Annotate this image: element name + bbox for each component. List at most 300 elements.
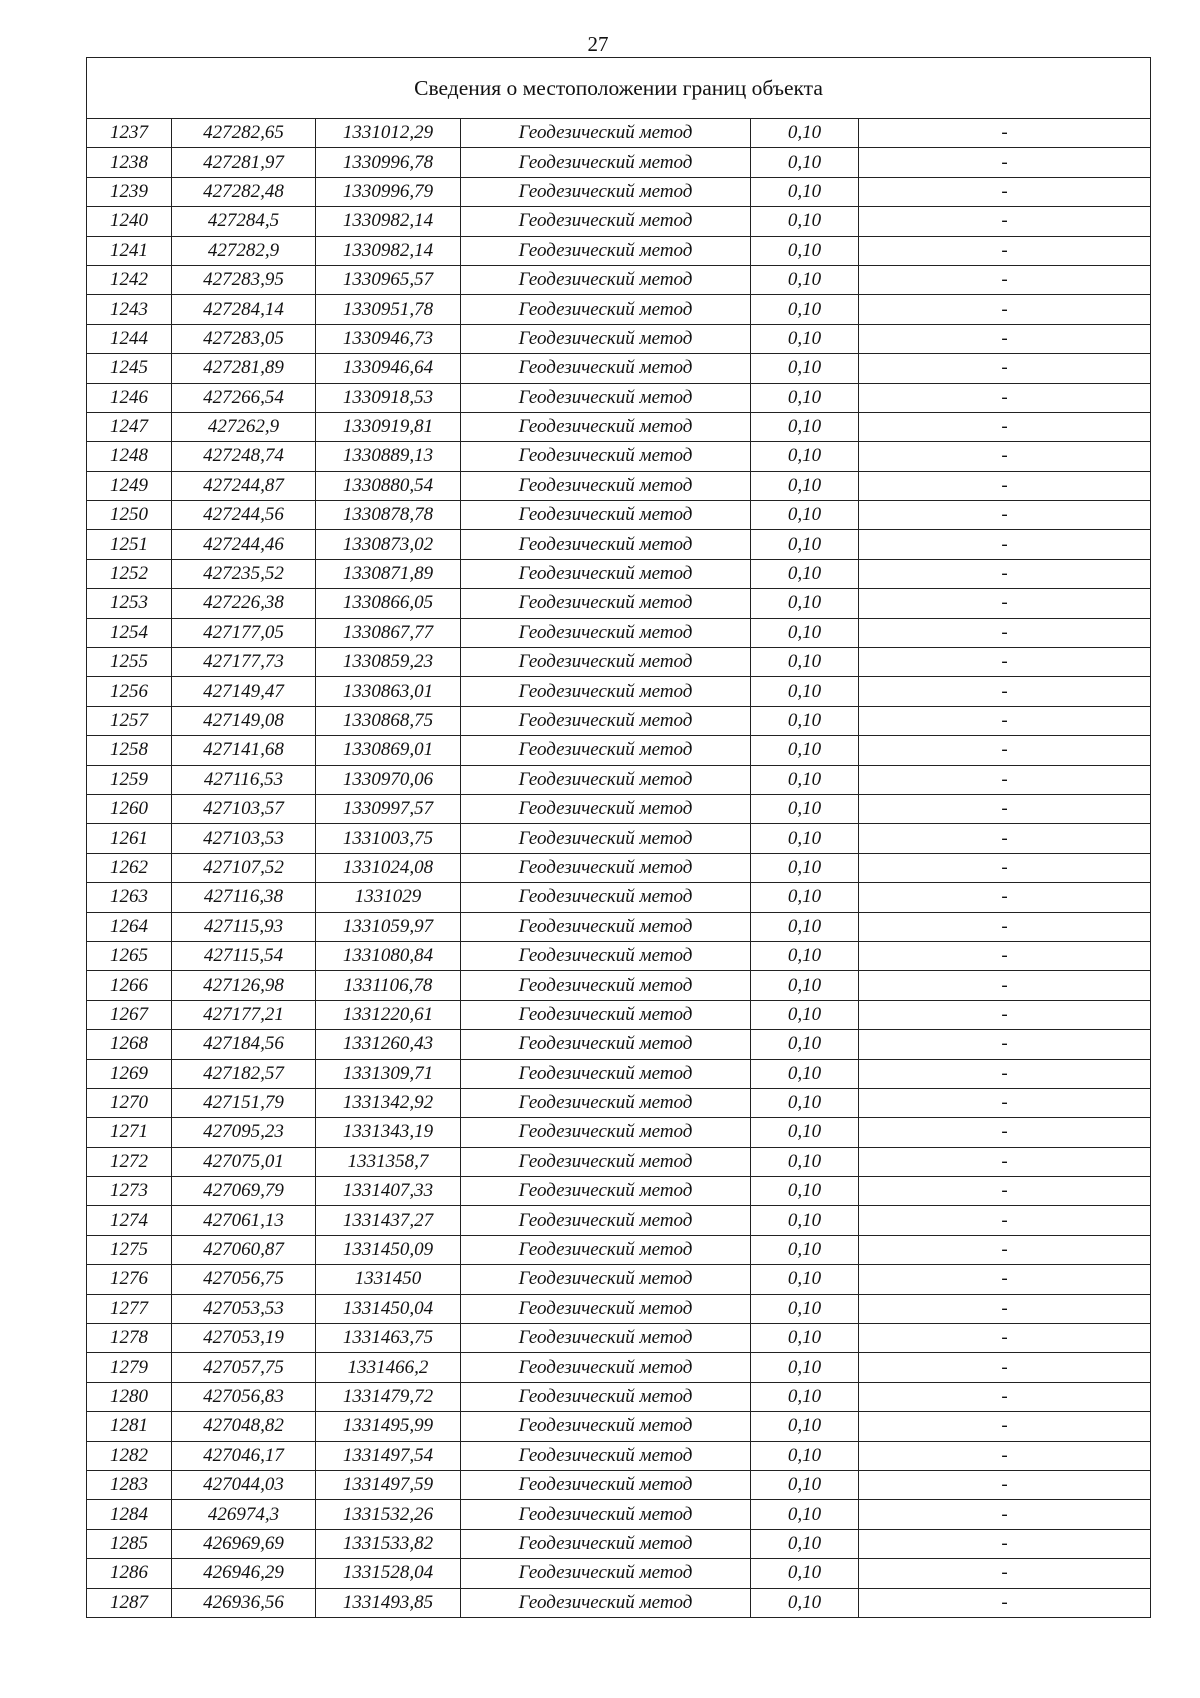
method-cell: Геодезический метод	[461, 1235, 751, 1264]
description-cell: -	[859, 853, 1151, 882]
table-row	[87, 589, 1151, 618]
description-cell: -	[859, 794, 1151, 823]
y-coordinate-cell: 1330866,05	[316, 589, 461, 618]
table-row	[87, 324, 1151, 353]
table-row	[87, 912, 1151, 941]
x-coordinate-cell: 427284,14	[172, 295, 316, 324]
description-cell: -	[859, 1500, 1151, 1529]
table-row	[87, 236, 1151, 265]
accuracy-cell: 0,10	[751, 1265, 859, 1294]
point-number-cell: 1278	[87, 1324, 172, 1353]
point-number-cell: 1284	[87, 1500, 172, 1529]
point-number-cell: 1268	[87, 1030, 172, 1059]
method-cell: Геодезический метод	[461, 1088, 751, 1117]
accuracy-cell: 0,10	[751, 1324, 859, 1353]
method-cell: Геодезический метод	[461, 648, 751, 677]
point-number-cell: 1257	[87, 706, 172, 735]
page-number	[0, 32, 1200, 56]
accuracy-cell: 0,10	[751, 1147, 859, 1176]
description-cell: -	[859, 1441, 1151, 1470]
method-cell: Геодезический метод	[461, 853, 751, 882]
accuracy-cell: 0,10	[751, 706, 859, 735]
point-number-cell: 1286	[87, 1559, 172, 1588]
x-coordinate-cell: 427282,48	[172, 177, 316, 206]
point-number-cell: 1250	[87, 501, 172, 530]
table-row	[87, 1118, 1151, 1147]
point-number-cell: 1262	[87, 853, 172, 882]
y-coordinate-cell: 1330859,23	[316, 648, 461, 677]
method-cell: Геодезический метод	[461, 1265, 751, 1294]
method-cell: Геодезический метод	[461, 471, 751, 500]
x-coordinate-cell: 427116,53	[172, 765, 316, 794]
accuracy-cell: 0,10	[751, 471, 859, 500]
y-coordinate-cell: 1331260,43	[316, 1030, 461, 1059]
method-cell: Геодезический метод	[461, 295, 751, 324]
y-coordinate-cell: 1331342,92	[316, 1088, 461, 1117]
table-row	[87, 1353, 1151, 1382]
table-row	[87, 1147, 1151, 1176]
method-cell: Геодезический метод	[461, 1118, 751, 1147]
y-coordinate-cell: 1331463,75	[316, 1324, 461, 1353]
method-cell: Геодезический метод	[461, 1000, 751, 1029]
point-number-cell: 1277	[87, 1294, 172, 1323]
accuracy-cell: 0,10	[751, 1529, 859, 1558]
description-cell: -	[859, 530, 1151, 559]
description-cell: -	[859, 207, 1151, 236]
point-number-cell: 1243	[87, 295, 172, 324]
description-cell: -	[859, 177, 1151, 206]
point-number-cell: 1251	[87, 530, 172, 559]
table-row	[87, 706, 1151, 735]
description-cell: -	[859, 354, 1151, 383]
description-cell: -	[859, 883, 1151, 912]
table-row	[87, 941, 1151, 970]
description-cell: -	[859, 295, 1151, 324]
accuracy-cell: 0,10	[751, 677, 859, 706]
y-coordinate-cell: 1331450,04	[316, 1294, 461, 1323]
x-coordinate-cell: 427057,75	[172, 1353, 316, 1382]
description-cell: -	[859, 677, 1151, 706]
accuracy-cell: 0,10	[751, 236, 859, 265]
point-number-cell: 1242	[87, 265, 172, 294]
method-cell: Геодезический метод	[461, 1059, 751, 1088]
method-cell: Геодезический метод	[461, 677, 751, 706]
y-coordinate-cell: 1330996,79	[316, 177, 461, 206]
method-cell: Геодезический метод	[461, 501, 751, 530]
table-row	[87, 207, 1151, 236]
table-row	[87, 736, 1151, 765]
point-number-cell: 1272	[87, 1147, 172, 1176]
table-row	[87, 1206, 1151, 1235]
x-coordinate-cell: 427182,57	[172, 1059, 316, 1088]
description-cell: -	[859, 119, 1151, 148]
y-coordinate-cell: 1331466,2	[316, 1353, 461, 1382]
x-coordinate-cell: 427184,56	[172, 1030, 316, 1059]
table-row	[87, 765, 1151, 794]
y-coordinate-cell: 1331343,19	[316, 1118, 461, 1147]
description-cell: -	[859, 1529, 1151, 1558]
description-cell: -	[859, 1559, 1151, 1588]
description-cell: -	[859, 1088, 1151, 1117]
method-cell: Геодезический метод	[461, 442, 751, 471]
y-coordinate-cell: 1330918,53	[316, 383, 461, 412]
method-cell: Геодезический метод	[461, 119, 751, 148]
description-cell: -	[859, 1353, 1151, 1382]
table-row	[87, 883, 1151, 912]
description-cell: -	[859, 1059, 1151, 1088]
table-title: Сведения о местоположении границ объекта	[87, 58, 1151, 119]
x-coordinate-cell: 426936,56	[172, 1588, 316, 1617]
accuracy-cell: 0,10	[751, 1412, 859, 1441]
method-cell: Геодезический метод	[461, 1030, 751, 1059]
point-number-cell: 1255	[87, 648, 172, 677]
description-cell: -	[859, 1265, 1151, 1294]
description-cell: -	[859, 1000, 1151, 1029]
accuracy-cell: 0,10	[751, 1177, 859, 1206]
description-cell: -	[859, 148, 1151, 177]
accuracy-cell: 0,10	[751, 177, 859, 206]
x-coordinate-cell: 427149,08	[172, 706, 316, 735]
description-cell: -	[859, 1030, 1151, 1059]
method-cell: Геодезический метод	[461, 1177, 751, 1206]
table-row	[87, 1235, 1151, 1264]
point-number-cell: 1280	[87, 1382, 172, 1411]
x-coordinate-cell: 427177,21	[172, 1000, 316, 1029]
description-cell: -	[859, 912, 1151, 941]
accuracy-cell: 0,10	[751, 1588, 859, 1617]
accuracy-cell: 0,10	[751, 295, 859, 324]
method-cell: Геодезический метод	[461, 706, 751, 735]
table-row	[87, 471, 1151, 500]
x-coordinate-cell: 427177,05	[172, 618, 316, 647]
accuracy-cell: 0,10	[751, 1470, 859, 1499]
accuracy-cell: 0,10	[751, 501, 859, 530]
y-coordinate-cell: 1330880,54	[316, 471, 461, 500]
point-number-cell: 1247	[87, 412, 172, 441]
x-coordinate-cell: 427262,9	[172, 412, 316, 441]
accuracy-cell: 0,10	[751, 736, 859, 765]
accuracy-cell: 0,10	[751, 941, 859, 970]
point-number-cell: 1259	[87, 765, 172, 794]
description-cell: -	[859, 1147, 1151, 1176]
accuracy-cell: 0,10	[751, 1441, 859, 1470]
method-cell: Геодезический метод	[461, 148, 751, 177]
description-cell: -	[859, 1177, 1151, 1206]
table-row	[87, 412, 1151, 441]
x-coordinate-cell: 427244,87	[172, 471, 316, 500]
x-coordinate-cell: 427141,68	[172, 736, 316, 765]
method-cell: Геодезический метод	[461, 1324, 751, 1353]
method-cell: Геодезический метод	[461, 1470, 751, 1499]
point-number-cell: 1252	[87, 559, 172, 588]
y-coordinate-cell: 1330951,78	[316, 295, 461, 324]
x-coordinate-cell: 427046,17	[172, 1441, 316, 1470]
description-cell: -	[859, 1470, 1151, 1499]
x-coordinate-cell: 427266,54	[172, 383, 316, 412]
accuracy-cell: 0,10	[751, 442, 859, 471]
method-cell: Геодезический метод	[461, 1353, 751, 1382]
x-coordinate-cell: 426974,3	[172, 1500, 316, 1529]
x-coordinate-cell: 427095,23	[172, 1118, 316, 1147]
point-number-cell: 1271	[87, 1118, 172, 1147]
accuracy-cell: 0,10	[751, 618, 859, 647]
method-cell: Геодезический метод	[461, 1529, 751, 1558]
x-coordinate-cell: 427248,74	[172, 442, 316, 471]
method-cell: Геодезический метод	[461, 1500, 751, 1529]
table-row	[87, 295, 1151, 324]
x-coordinate-cell: 427283,95	[172, 265, 316, 294]
accuracy-cell: 0,10	[751, 383, 859, 412]
x-coordinate-cell: 427149,47	[172, 677, 316, 706]
accuracy-cell: 0,10	[751, 207, 859, 236]
point-number-cell: 1269	[87, 1059, 172, 1088]
x-coordinate-cell: 427103,57	[172, 794, 316, 823]
y-coordinate-cell: 1331080,84	[316, 941, 461, 970]
point-number-cell: 1273	[87, 1177, 172, 1206]
accuracy-cell: 0,10	[751, 1059, 859, 1088]
table-title-row	[87, 58, 1151, 119]
accuracy-cell: 0,10	[751, 1088, 859, 1117]
accuracy-cell: 0,10	[751, 1382, 859, 1411]
x-coordinate-cell: 427116,38	[172, 883, 316, 912]
y-coordinate-cell: 1330871,89	[316, 559, 461, 588]
point-number-cell: 1276	[87, 1265, 172, 1294]
y-coordinate-cell: 1331493,85	[316, 1588, 461, 1617]
accuracy-cell: 0,10	[751, 324, 859, 353]
y-coordinate-cell: 1331309,71	[316, 1059, 461, 1088]
y-coordinate-cell: 1331450	[316, 1265, 461, 1294]
x-coordinate-cell: 427107,52	[172, 853, 316, 882]
x-coordinate-cell: 427226,38	[172, 589, 316, 618]
table-row	[87, 1000, 1151, 1029]
table-row	[87, 354, 1151, 383]
point-number-cell: 1282	[87, 1441, 172, 1470]
y-coordinate-cell: 1330946,73	[316, 324, 461, 353]
description-cell: -	[859, 941, 1151, 970]
point-number-cell: 1281	[87, 1412, 172, 1441]
point-number-cell: 1240	[87, 207, 172, 236]
table-row	[87, 530, 1151, 559]
x-coordinate-cell: 427281,89	[172, 354, 316, 383]
method-cell: Геодезический метод	[461, 1206, 751, 1235]
point-number-cell: 1263	[87, 883, 172, 912]
x-coordinate-cell: 427103,53	[172, 824, 316, 853]
accuracy-cell: 0,10	[751, 971, 859, 1000]
x-coordinate-cell: 427044,03	[172, 1470, 316, 1499]
y-coordinate-cell: 1330863,01	[316, 677, 461, 706]
y-coordinate-cell: 1331533,82	[316, 1529, 461, 1558]
y-coordinate-cell: 1331003,75	[316, 824, 461, 853]
x-coordinate-cell: 427069,79	[172, 1177, 316, 1206]
description-cell: -	[859, 1206, 1151, 1235]
x-coordinate-cell: 427281,97	[172, 148, 316, 177]
accuracy-cell: 0,10	[751, 794, 859, 823]
accuracy-cell: 0,10	[751, 853, 859, 882]
x-coordinate-cell: 427244,56	[172, 501, 316, 530]
table-row	[87, 1441, 1151, 1470]
description-cell: -	[859, 1588, 1151, 1617]
table-row	[87, 1588, 1151, 1617]
table-row	[87, 1265, 1151, 1294]
point-number-cell: 1254	[87, 618, 172, 647]
accuracy-cell: 0,10	[751, 912, 859, 941]
accuracy-cell: 0,10	[751, 589, 859, 618]
point-number-cell: 1237	[87, 119, 172, 148]
y-coordinate-cell: 1331059,97	[316, 912, 461, 941]
accuracy-cell: 0,10	[751, 1235, 859, 1264]
point-number-cell: 1265	[87, 941, 172, 970]
point-number-cell: 1260	[87, 794, 172, 823]
description-cell: -	[859, 412, 1151, 441]
description-cell: -	[859, 1294, 1151, 1323]
table-row	[87, 501, 1151, 530]
table-row	[87, 1294, 1151, 1323]
x-coordinate-cell: 427061,13	[172, 1206, 316, 1235]
y-coordinate-cell: 1330982,14	[316, 236, 461, 265]
x-coordinate-cell: 427235,52	[172, 559, 316, 588]
point-number-cell: 1249	[87, 471, 172, 500]
table-row	[87, 824, 1151, 853]
y-coordinate-cell: 1330867,77	[316, 618, 461, 647]
y-coordinate-cell: 1330946,64	[316, 354, 461, 383]
method-cell: Геодезический метод	[461, 1441, 751, 1470]
y-coordinate-cell: 1330878,78	[316, 501, 461, 530]
accuracy-cell: 0,10	[751, 1118, 859, 1147]
description-cell: -	[859, 589, 1151, 618]
point-number-cell: 1266	[87, 971, 172, 1000]
description-cell: -	[859, 265, 1151, 294]
point-number-cell: 1245	[87, 354, 172, 383]
accuracy-cell: 0,10	[751, 1206, 859, 1235]
description-cell: -	[859, 618, 1151, 647]
table-row	[87, 971, 1151, 1000]
accuracy-cell: 0,10	[751, 1500, 859, 1529]
page-number-text: 27	[587, 32, 609, 56]
method-cell: Геодезический метод	[461, 177, 751, 206]
table-row	[87, 177, 1151, 206]
x-coordinate-cell: 427056,75	[172, 1265, 316, 1294]
description-cell: -	[859, 1324, 1151, 1353]
table-row	[87, 1412, 1151, 1441]
description-cell: -	[859, 1382, 1151, 1411]
method-cell: Геодезический метод	[461, 265, 751, 294]
table-row	[87, 383, 1151, 412]
table-row	[87, 1324, 1151, 1353]
x-coordinate-cell: 427115,54	[172, 941, 316, 970]
table-row	[87, 265, 1151, 294]
x-coordinate-cell: 426969,69	[172, 1529, 316, 1558]
x-coordinate-cell: 427244,46	[172, 530, 316, 559]
point-number-cell: 1238	[87, 148, 172, 177]
table-row	[87, 1088, 1151, 1117]
point-number-cell: 1261	[87, 824, 172, 853]
y-coordinate-cell: 1331450,09	[316, 1235, 461, 1264]
method-cell: Геодезический метод	[461, 941, 751, 970]
y-coordinate-cell: 1331024,08	[316, 853, 461, 882]
method-cell: Геодезический метод	[461, 883, 751, 912]
y-coordinate-cell: 1331358,7	[316, 1147, 461, 1176]
x-coordinate-cell: 427060,87	[172, 1235, 316, 1264]
table-row	[87, 119, 1151, 148]
accuracy-cell: 0,10	[751, 883, 859, 912]
method-cell: Геодезический метод	[461, 1382, 751, 1411]
y-coordinate-cell: 1330965,57	[316, 265, 461, 294]
table-row	[87, 1500, 1151, 1529]
x-coordinate-cell: 427056,83	[172, 1382, 316, 1411]
description-cell: -	[859, 1235, 1151, 1264]
accuracy-cell: 0,10	[751, 824, 859, 853]
x-coordinate-cell: 426946,29	[172, 1559, 316, 1588]
y-coordinate-cell: 1331012,29	[316, 119, 461, 148]
table-row	[87, 794, 1151, 823]
method-cell: Геодезический метод	[461, 1412, 751, 1441]
y-coordinate-cell: 1331532,26	[316, 1500, 461, 1529]
accuracy-cell: 0,10	[751, 119, 859, 148]
description-cell: -	[859, 824, 1151, 853]
method-cell: Геодезический метод	[461, 559, 751, 588]
accuracy-cell: 0,10	[751, 530, 859, 559]
y-coordinate-cell: 1330982,14	[316, 207, 461, 236]
table-row	[87, 853, 1151, 882]
point-number-cell: 1274	[87, 1206, 172, 1235]
table-row	[87, 1382, 1151, 1411]
description-cell: -	[859, 736, 1151, 765]
boundary-table	[86, 57, 1151, 1618]
y-coordinate-cell: 1331220,61	[316, 1000, 461, 1029]
description-cell: -	[859, 559, 1151, 588]
x-coordinate-cell: 427053,19	[172, 1324, 316, 1353]
accuracy-cell: 0,10	[751, 1000, 859, 1029]
point-number-cell: 1283	[87, 1470, 172, 1499]
description-cell: -	[859, 765, 1151, 794]
x-coordinate-cell: 427115,93	[172, 912, 316, 941]
point-number-cell: 1264	[87, 912, 172, 941]
x-coordinate-cell: 427126,98	[172, 971, 316, 1000]
y-coordinate-cell: 1330869,01	[316, 736, 461, 765]
method-cell: Геодезический метод	[461, 236, 751, 265]
x-coordinate-cell: 427282,9	[172, 236, 316, 265]
description-cell: -	[859, 971, 1151, 1000]
accuracy-cell: 0,10	[751, 412, 859, 441]
description-cell: -	[859, 471, 1151, 500]
point-number-cell: 1287	[87, 1588, 172, 1617]
accuracy-cell: 0,10	[751, 148, 859, 177]
y-coordinate-cell: 1330919,81	[316, 412, 461, 441]
y-coordinate-cell: 1330873,02	[316, 530, 461, 559]
table-row	[87, 1529, 1151, 1558]
y-coordinate-cell: 1331029	[316, 883, 461, 912]
method-cell: Геодезический метод	[461, 207, 751, 236]
table-row	[87, 677, 1151, 706]
table-row	[87, 618, 1151, 647]
point-number-cell: 1246	[87, 383, 172, 412]
point-number-cell: 1285	[87, 1529, 172, 1558]
y-coordinate-cell: 1331479,72	[316, 1382, 461, 1411]
point-number-cell: 1248	[87, 442, 172, 471]
point-number-cell: 1275	[87, 1235, 172, 1264]
table-row	[87, 1470, 1151, 1499]
method-cell: Геодезический метод	[461, 383, 751, 412]
description-cell: -	[859, 501, 1151, 530]
method-cell: Геодезический метод	[461, 1559, 751, 1588]
point-number-cell: 1256	[87, 677, 172, 706]
accuracy-cell: 0,10	[751, 1030, 859, 1059]
y-coordinate-cell: 1331495,99	[316, 1412, 461, 1441]
accuracy-cell: 0,10	[751, 765, 859, 794]
description-cell: -	[859, 1118, 1151, 1147]
table-row	[87, 1030, 1151, 1059]
description-cell: -	[859, 1412, 1151, 1441]
